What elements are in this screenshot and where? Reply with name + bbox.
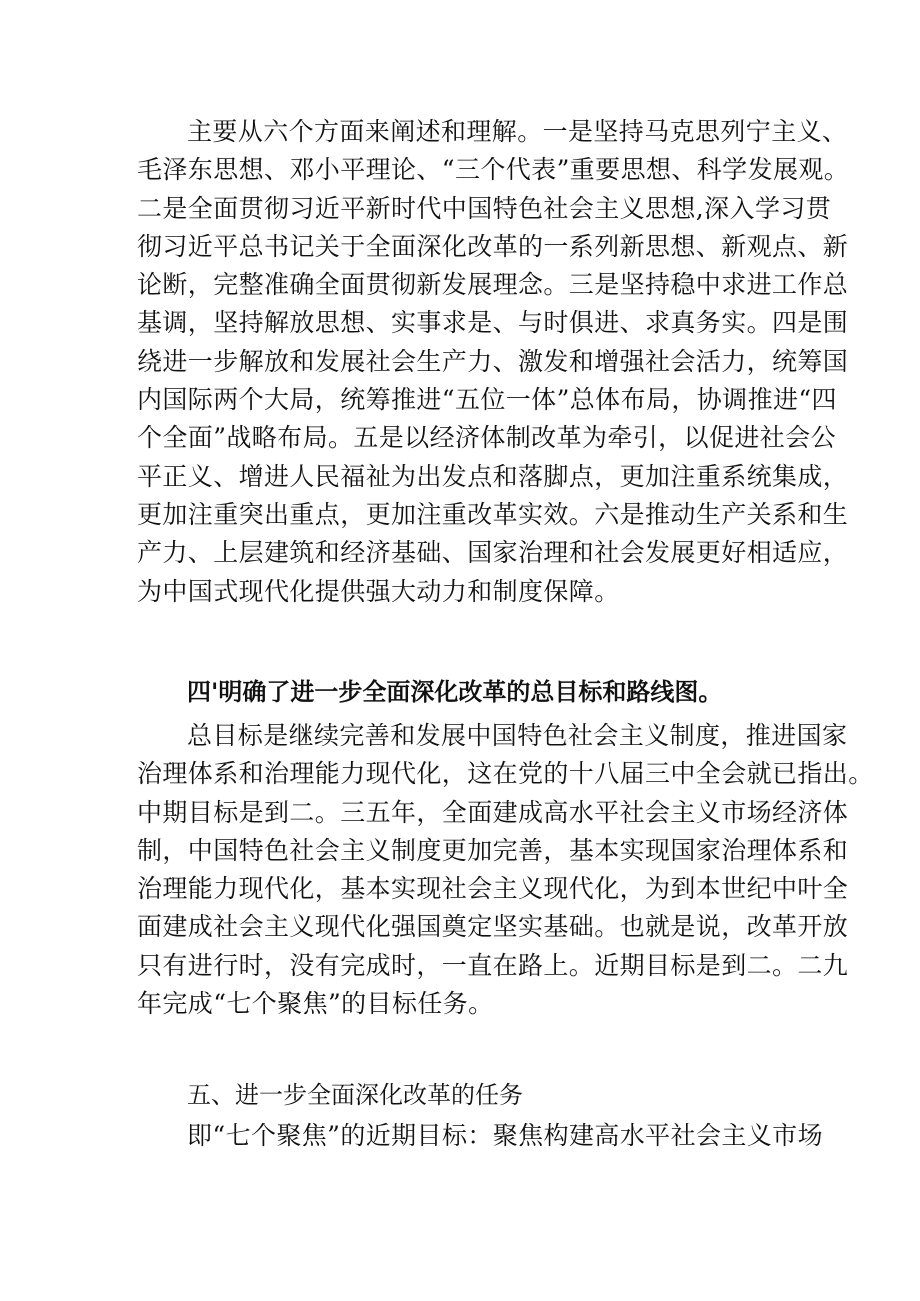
- text-line: 二是全面贯彻习近平新时代中国特色社会主义思想,深入学习贯: [137, 193, 832, 223]
- text-line: 制，中国特色社会主义制度更加完善，基本实现国家治理体系和: [137, 835, 849, 865]
- text-line: 即“七个聚焦”的近期目标：聚焦构建高水平社会主义市场: [187, 1121, 823, 1150]
- paragraph-six-aspects: [137, 113, 850, 611]
- text-line: 治理体系和治理能力现代化，这在党的十八届三中全会就已指出。: [137, 759, 874, 789]
- text-line: 彻习近平总书记关于全面深化改革的一系列新思想、新观点、新: [137, 231, 849, 261]
- text-line: 个全面”战略布局。五是以经济体制改革为牵引，以促进社会公: [137, 423, 836, 453]
- text-line: 论断，完整准确全面贯彻新发展理念。三是坚持稳中求进工作总: [137, 270, 849, 300]
- section-heading-four: 四'明确了进一步全面深化改革的总目标和路线图。: [187, 678, 723, 706]
- text-line: 面建成社会主义现代化强国奠定坚实基础。也就是说，改革开放: [137, 912, 849, 942]
- text-line: 年完成“七个聚焦”的目标任务。: [137, 989, 494, 1019]
- text-line: 平正义、增进人民福祉为出发点和落脚点，更加注重系统集成，: [137, 461, 849, 491]
- text-line: 总目标是继续完善和发展中国特色社会主义制度，推进国家: [187, 721, 848, 750]
- paragraph-tasks: [137, 1117, 823, 1155]
- text-line: 只有进行时，没有完成时，一直在路上。近期目标是到二。二九: [137, 950, 849, 980]
- text-line: 内国际两个大局，统筹推进“五位一体”总体布局，协调推进“四: [137, 385, 837, 415]
- text-line: 中期目标是到二。三五年，全面建成高水平社会主义市场经济体: [137, 797, 849, 827]
- text-line: 主要从六个方面来阐述和理解。一是坚持马克思列宁主义、: [187, 117, 848, 146]
- text-line: 治理能力现代化，基本实现社会主义现代化，为到本世纪中叶全: [137, 874, 849, 904]
- text-line: 基调，坚持解放思想、实事求是、与时俱进、求真务实。四是围: [137, 308, 849, 338]
- text-line: 为中国式现代化提供强大动力和制度保障。: [137, 576, 620, 606]
- text-line: 更加注重突出重点，更加注重改革实效。六是推动生产关系和生: [137, 499, 849, 529]
- text-line: 绕进一步解放和发展社会生产力、激发和增强社会活力，统筹国: [137, 346, 849, 376]
- text-line: 毛泽东思想、邓小平理论、“三个代表”重要思想、科学发展观。: [137, 155, 850, 185]
- section-heading-five: 五、进一步全面深化改革的任务: [187, 1081, 523, 1109]
- text-line: 产力、上层建筑和经济基础、国家治理和社会发展更好相适应，: [137, 538, 849, 568]
- paragraph-goals: [137, 717, 874, 1023]
